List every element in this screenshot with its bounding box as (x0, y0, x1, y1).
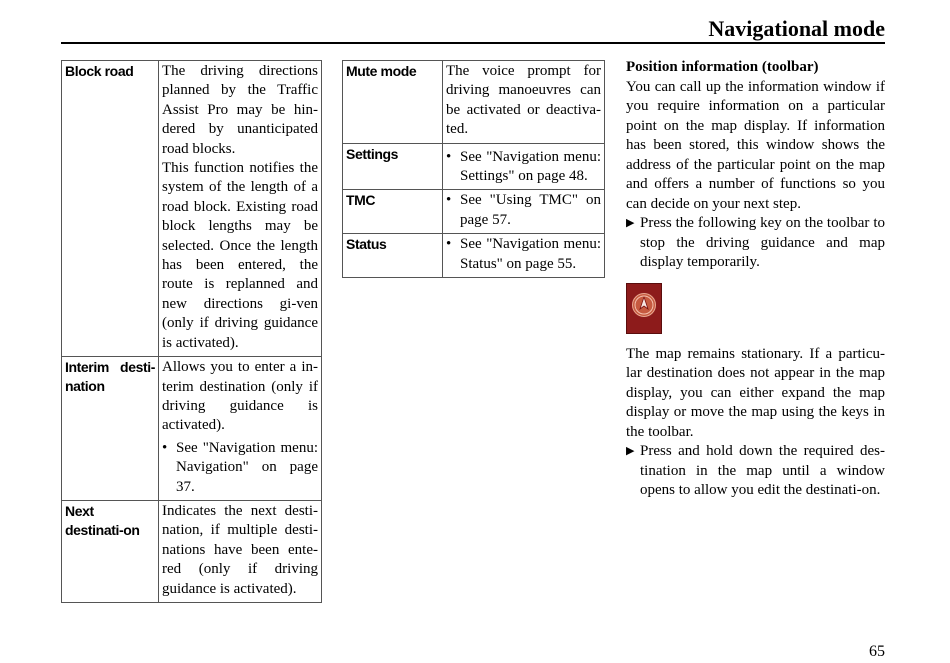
page-number: 65 (869, 643, 885, 660)
row-key-status: Status (343, 234, 443, 278)
bullet-text: See "Navigation menu: Status" on page 55. (460, 236, 601, 272)
desc-text: This function notifies the system of the length of a road block. Existing road block lengths may be selected. Once the length has been entered, the route is replanned and new directions gi-ven (only if driving guidance is activated). (162, 160, 318, 351)
bullet-text: See "Navigation menu: Navigation" on page 37. (176, 439, 318, 495)
desc-text: Indicates the next desti-nation, if multiple desti-nations have been ente-red (only if driving guidance is activated). (162, 502, 318, 597)
row-desc-interim-destination (159, 357, 322, 501)
row-key-block-road: Block road (62, 61, 159, 357)
paragraph: The map remains stationary. If a particu-lar destination does not appear in the map display, you can either expand the map display or move the map using the keys in the toolbar. (626, 345, 885, 440)
row-key-next-destination: Next destinati-on (62, 500, 159, 602)
bullet-icon: • (446, 192, 452, 209)
bullet-text: See "Using TMC" on page 57. (460, 192, 601, 228)
arrow-right-icon: ▶ (626, 445, 635, 457)
table-row (62, 500, 322, 602)
compass-arrow-icon (633, 294, 655, 316)
row-desc-tmc (443, 190, 605, 234)
step-text: Press the following key on the toolbar to stop the driving guidance and map display temporarily. (640, 215, 885, 270)
row-key-mute-mode: Mute mode (343, 61, 443, 144)
bullet-item (446, 235, 601, 274)
table-row (343, 143, 605, 190)
row-desc-settings (443, 143, 605, 190)
paragraph: You can call up the information window if you require information on a particular point on the map display. If information has been stored, this window shows the address of the particular point on the map and offers a number of functions so you can decide on your next step. (626, 78, 885, 212)
position-information-key-icon (626, 283, 662, 334)
page-title: Navigational mode (708, 16, 885, 41)
table-middle (342, 60, 605, 278)
step-text: Press and hold down the required des-tination in the map until a window opens to allow you edit the destinati-on. (640, 443, 885, 498)
bullet-icon: • (446, 148, 452, 165)
table-row (62, 357, 322, 501)
header-rule (61, 42, 885, 44)
bullet-item (446, 148, 601, 187)
row-desc-status (443, 234, 605, 278)
bullet-icon: • (162, 439, 168, 456)
desc-text: The driving directions planned by the Traffic Assist Pro may be hin-dered by unanticipated road blocks. (162, 63, 318, 157)
table-row (343, 190, 605, 234)
row-desc-mute-mode: The voice prompt for driving manoeuvres can be activated or deactiva-ted. (443, 61, 605, 144)
table-left (61, 60, 322, 603)
bullet-item (446, 191, 601, 230)
bullet-text: See "Navigation menu: Settings" on page 48. (460, 148, 601, 185)
bullet-icon: • (446, 236, 452, 253)
table-row (343, 61, 605, 144)
row-desc-next-destination (159, 500, 322, 602)
row-key-tmc: TMC (343, 190, 443, 234)
table-row (62, 61, 322, 357)
bullet-item (162, 439, 318, 497)
row-key-settings: Settings (343, 143, 443, 190)
instruction-step (626, 442, 885, 501)
instruction-step (626, 214, 885, 273)
row-key-interim-destination: Interim desti-nation (62, 357, 159, 501)
right-column (626, 58, 885, 501)
desc-text: Allows you to enter a in-terim destination (only if driving guidance is activated). (162, 359, 318, 434)
section-heading: Position information (toolbar) (626, 59, 819, 75)
row-desc-block-road (159, 61, 322, 357)
arrow-right-icon: ▶ (626, 217, 635, 229)
table-row (343, 234, 605, 278)
